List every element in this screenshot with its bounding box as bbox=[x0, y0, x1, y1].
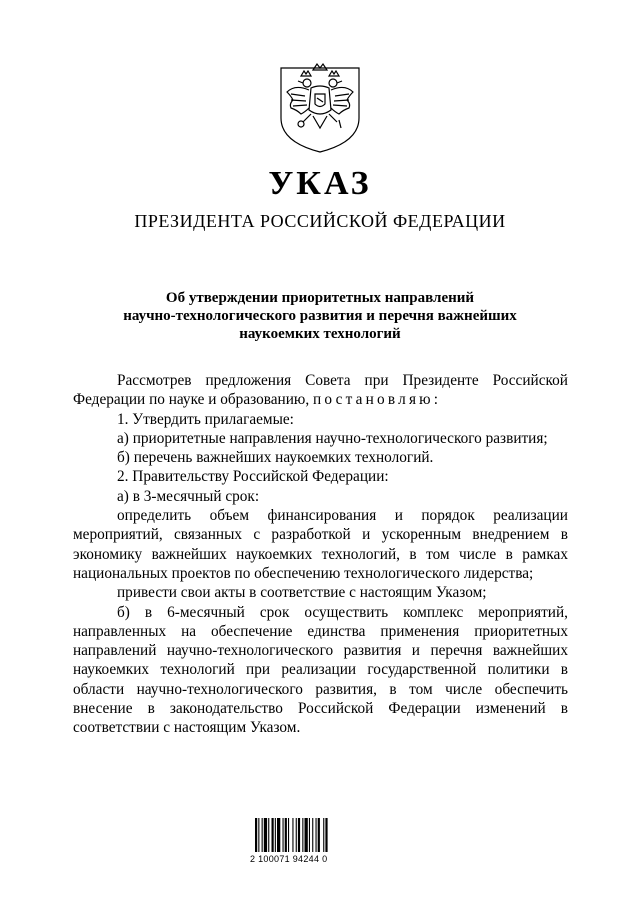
barcode-bar bbox=[283, 818, 284, 852]
paragraph: 1. Утвердить прилагаемые: bbox=[117, 410, 294, 428]
document-subtitle: ПРЕЗИДЕНТА РОССИЙСКОЙ ФЕДЕРАЦИИ bbox=[134, 211, 506, 231]
intro-text: Рассмотрев предложения Совета при Президенте Российской Федерации по науке и образованию, bbox=[73, 372, 568, 409]
barcode-bar bbox=[316, 818, 317, 852]
decree-body bbox=[73, 371, 568, 738]
barcode-bar bbox=[262, 818, 263, 852]
barcode-bar bbox=[277, 818, 280, 852]
document-title: УКАЗ bbox=[268, 165, 372, 202]
barcode-bar bbox=[298, 818, 300, 852]
paragraph: б) перечень важнейших наукоемких технологий. bbox=[117, 449, 434, 467]
barcode-bar bbox=[285, 818, 287, 852]
intro-paragraph bbox=[73, 371, 568, 410]
barcode-bar bbox=[302, 818, 303, 852]
paragraph: привести свои акты в соответствие с настоящим Указом; bbox=[117, 584, 487, 602]
paragraph: определить объем финансирования и порядок реализации мероприятий, связанных с разработкой и ускоренным внедрением в экономику важнейших наукоемких технологий, в том числе в рамках национальных проектов по обеспечению технологического лидерства; bbox=[73, 507, 568, 582]
paragraph: а) в 3-месячный срок: bbox=[117, 487, 260, 505]
decree-heading bbox=[60, 289, 580, 343]
decree-word: постановляю: bbox=[312, 391, 442, 409]
barcode-bar bbox=[305, 818, 308, 852]
heading-line: научно-технологического развития и перечня важнейших bbox=[123, 308, 517, 324]
barcode-bar bbox=[258, 818, 259, 852]
paragraph: 2. Правительству Российской Федерации: bbox=[117, 468, 389, 486]
barcode-bar bbox=[255, 818, 257, 852]
paragraph: а) приоритетные направления научно-технологического развития; bbox=[117, 429, 548, 447]
barcode-bar bbox=[296, 818, 297, 852]
barcode-bar bbox=[264, 818, 267, 852]
paragraph: б) в 6-месячный срок осуществить комплекс мероприятий, направленных на обеспечение единства применения приоритетных направлений научно-технологического развития и перечня важнейших наукоемких технологий при реализации государственной политики в области научно-технологического развития, в том числе обеспечить внесение в законодательство Российской Федерации изменений в соответствии с настоящим Указом. bbox=[73, 603, 568, 737]
barcode-bar bbox=[275, 818, 276, 852]
barcode-number: 2 100071 94244 0 bbox=[250, 854, 328, 864]
barcode-bar bbox=[312, 818, 313, 852]
barcode-bar bbox=[272, 818, 274, 852]
barcode-bar bbox=[325, 818, 327, 852]
coat-of-arms-icon bbox=[277, 62, 363, 154]
barcode-bar bbox=[309, 818, 310, 852]
barcode-bar bbox=[323, 818, 324, 852]
barcode-bar bbox=[318, 818, 320, 852]
heading-line: наукоемких технологий bbox=[239, 326, 401, 342]
barcode-bar bbox=[292, 818, 293, 852]
barcode-bar bbox=[288, 818, 289, 852]
barcode-bar bbox=[268, 818, 269, 852]
heading-line: Об утверждении приоритетных направлений bbox=[165, 290, 475, 306]
